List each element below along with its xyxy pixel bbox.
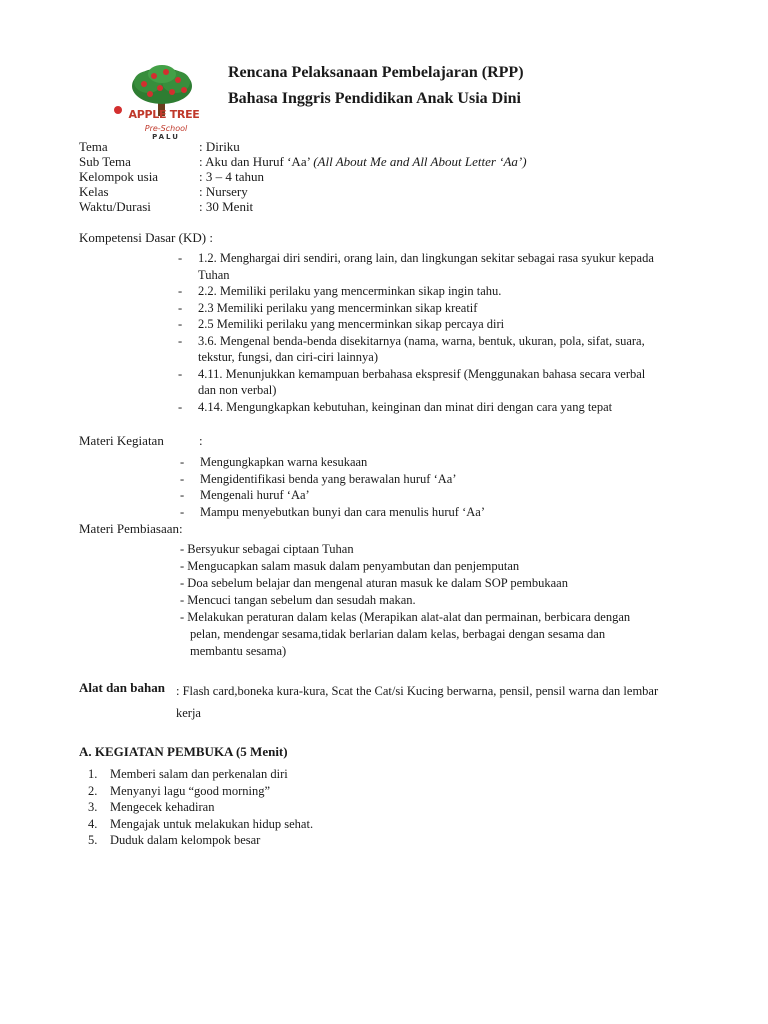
list-item: - Mengidentifikasi benda yang berawalan huruf ‘Aa’ <box>180 471 457 486</box>
alat-bahan-label: Alat dan bahan <box>79 680 165 695</box>
list-item: - 4.14. Mengungkapkan kebutuhan, keinginan dan minat diri dengan cara yang tepat <box>178 399 613 414</box>
list-item: - 3.6. Mengenal benda-benda disekitarnya (nama, warna, bentuk, ukuran, pola, sifat, suara, tekstur, fungsi, dan ciri-ciri lainnya) <box>178 333 645 364</box>
list-item: - Mampu menyebutkan bunyi dan cara menulis huruf ‘Aa’ <box>180 504 485 519</box>
info-value: : Diriku <box>199 139 240 154</box>
info-value: : 3 – 4 tahun <box>199 169 264 184</box>
materi-pembiasaan-list <box>180 541 660 660</box>
info-label: Tema <box>79 139 108 154</box>
kd-label: Kompetensi Dasar (KD) : <box>79 230 213 245</box>
kegiatan-pembuka-title: A. KEGIATAN PEMBUKA (5 Menit) <box>79 744 288 759</box>
list-item: - Mengungkapkan warna kesukaan <box>180 455 368 469</box>
list-item: - 2.2. Memiliki perilaku yang mencerminkan sikap ingin tahu. <box>178 284 502 298</box>
info-label: Kelompok usia <box>79 169 159 184</box>
list-item: 4. Mengajak untuk melakukan hidup sehat. <box>88 816 314 831</box>
logo-brand: APPLE TREE <box>128 108 200 121</box>
list-item: - 2.5 Memiliki perilaku yang mencerminkan sikap percaya diri <box>178 317 505 331</box>
kegiatan-pembuka-list <box>88 766 313 849</box>
list-item: - Mencuci tangan sebelum dan sesudah makan. <box>180 593 416 607</box>
document-subtitle: Bahasa Inggris Pendidikan Anak Usia Dini <box>228 90 521 107</box>
info-label: Waktu/Durasi <box>79 199 151 214</box>
list-item: - 1.2. Menghargai diri sendiri, orang lain, dan lingkungan sekitar sebagai rasa syukur kepada Tuhan <box>178 251 654 282</box>
info-label: Kelas <box>79 184 109 199</box>
logo-subtitle: Pre-School <box>144 124 188 133</box>
list-item: - Mengenali huruf ‘Aa’ <box>180 488 310 502</box>
info-label: Sub Tema <box>79 154 131 169</box>
document-title: Rencana Pelaksanaan Pembelajaran (RPP) <box>228 64 524 81</box>
list-item: 1. Memberi salam dan perkenalan diri <box>88 767 288 781</box>
materi-kegiatan-label: Materi Kegiatan <box>79 433 164 448</box>
list-item: 3. Mengecek kehadiran <box>88 800 215 814</box>
list-item: - Mengucapkan salam masuk dalam penyambutan dan penjemputan <box>180 559 520 573</box>
materi-kegiatan-colon: : <box>199 433 203 448</box>
info-value: : Aku dan Huruf ‘Aa’ (All About Me and All About Letter ‘Aa’) <box>199 154 527 169</box>
alat-bahan-value: : Flash card,boneka kura-kura, Scat the Cat/si Kucing berwarna, pensil, pensil warna dan lembar kerja <box>176 684 659 720</box>
kd-list <box>178 250 663 415</box>
list-item: - 2.3 Memiliki perilaku yang mencerminkan sikap kreatif <box>178 300 478 315</box>
list-item: - Doa sebelum belajar dan mengenal aturan masuk ke dalam SOP pembukaan <box>180 576 568 590</box>
info-value: : Nursery <box>199 184 248 199</box>
materi-pembiasaan-label: Materi Pembiasaan: <box>79 521 183 536</box>
list-item: - 4.11. Menunjukkan kemampuan berbahasa ekspresif (Menggunakan bahasa secara verbal dan non verbal) <box>178 366 646 397</box>
list-item: 5. Duduk dalam kelompok besar <box>88 833 261 847</box>
list-item: - Bersyukur sebagai ciptaan Tuhan <box>180 542 354 556</box>
list-item: - Melakukan peraturan dalam kelas (Merapikan alat-alat dan permainan, berbicara dengan pelan, mendengar sesama,tidak berlarian dalam kelas, berbagai dengan sesama dan membantu sesama) <box>180 610 631 658</box>
materi-kegiatan-list <box>180 454 660 520</box>
logo-city: PALU <box>152 133 180 141</box>
list-item: 2. Menyanyi lagu “good morning” <box>88 783 271 798</box>
info-value: : 30 Menit <box>199 199 254 214</box>
